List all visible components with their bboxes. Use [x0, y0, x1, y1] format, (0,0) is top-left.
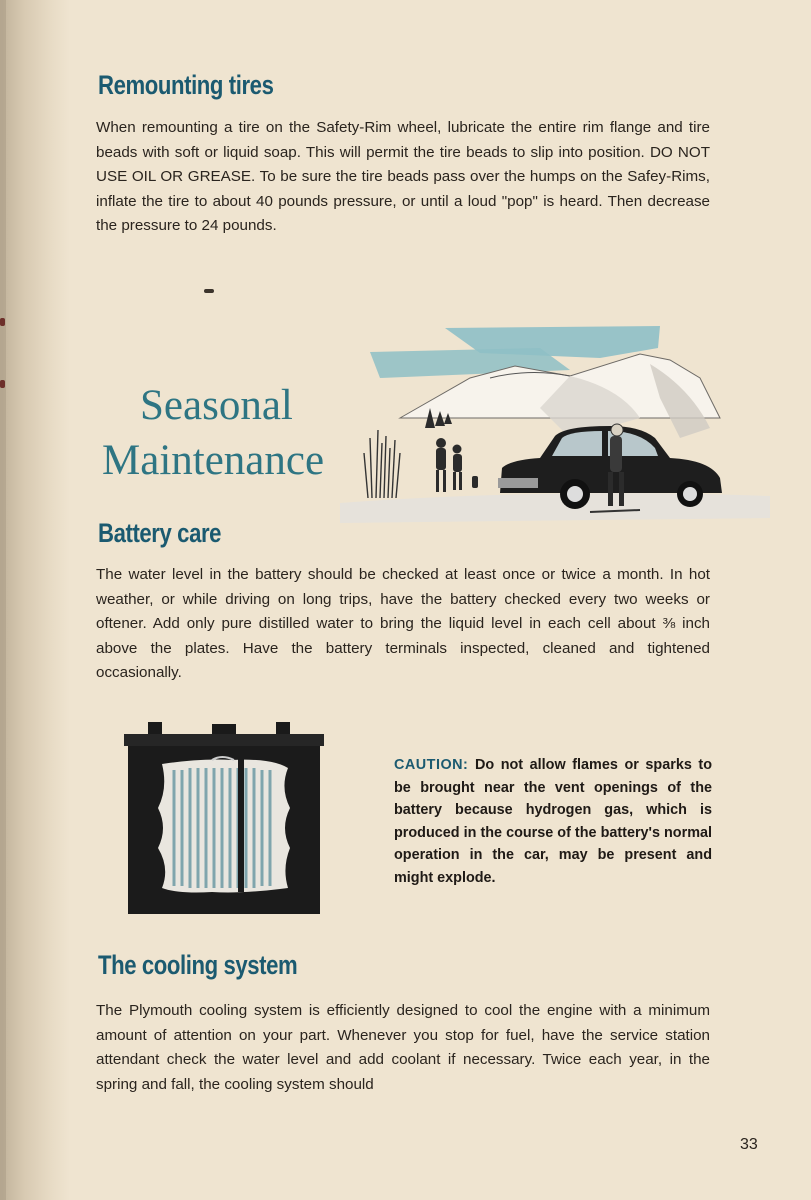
- binding-mark: [0, 318, 5, 326]
- cooling-system-text: The Plymouth cooling system is efficiently designed to cool the engine with a minimum amount of attention on your part. Whenever you stop for fuel, have the service station attendant check the water level and add coolant if necessary. Twice each year, in the spring and fall, the cooling system should: [96, 1002, 710, 1093]
- book-gutter-shadow: [0, 0, 70, 1200]
- caution-text: Do not allow flames or sparks to be brought near the vent openings of the battery because hydrogen gas, which is produced in the course of the battery's normal operation in the car, may be present and might explode.: [394, 757, 712, 886]
- winter-car-illustration: [340, 318, 770, 528]
- page-number: 33: [740, 1136, 758, 1153]
- seasonal-maintenance-title: [102, 378, 324, 488]
- battery-cutaway-illustration: [122, 718, 328, 918]
- seasonal-title-line2: Maintenance: [102, 437, 325, 484]
- heading-battery-care: Battery care: [98, 518, 222, 548]
- page-edge: [0, 0, 6, 1200]
- remounting-tires-text: When remounting a tire on the Safety-Rim wheel, lubricate the entire rim flange and tire beads with soft or liquid soap. This will permit the tire beads to slip into position. DO NOT USE OIL OR GREASE. To be sure the tire beads pass over the humps on the Safey-Rims, inflate the tire to about 40 pounds pressure, or until a loud "pop" is heard. Then decrease the pressure to 24 pounds.: [96, 119, 710, 234]
- heading-cooling-system: The cooling system: [98, 950, 298, 980]
- battery-care-text: The water level in the battery should be checked at least once or twice a month. In hot weather, or while driving on long trips, have the battery checked every two weeks or oftener. Add only pure distilled water to bring the liquid level in each cell about ⅜ inch above the plates. Have the battery terminals inspected, cleaned and tightened occasionally.: [96, 566, 710, 681]
- binding-mark: [0, 380, 5, 388]
- seasonal-title-line1: Seasonal: [140, 382, 293, 429]
- caution-label: CAUTION:: [394, 757, 469, 773]
- caution-note: [394, 754, 712, 889]
- heading-remounting-tires: Remounting tires: [98, 70, 274, 100]
- ink-mark: [204, 289, 214, 293]
